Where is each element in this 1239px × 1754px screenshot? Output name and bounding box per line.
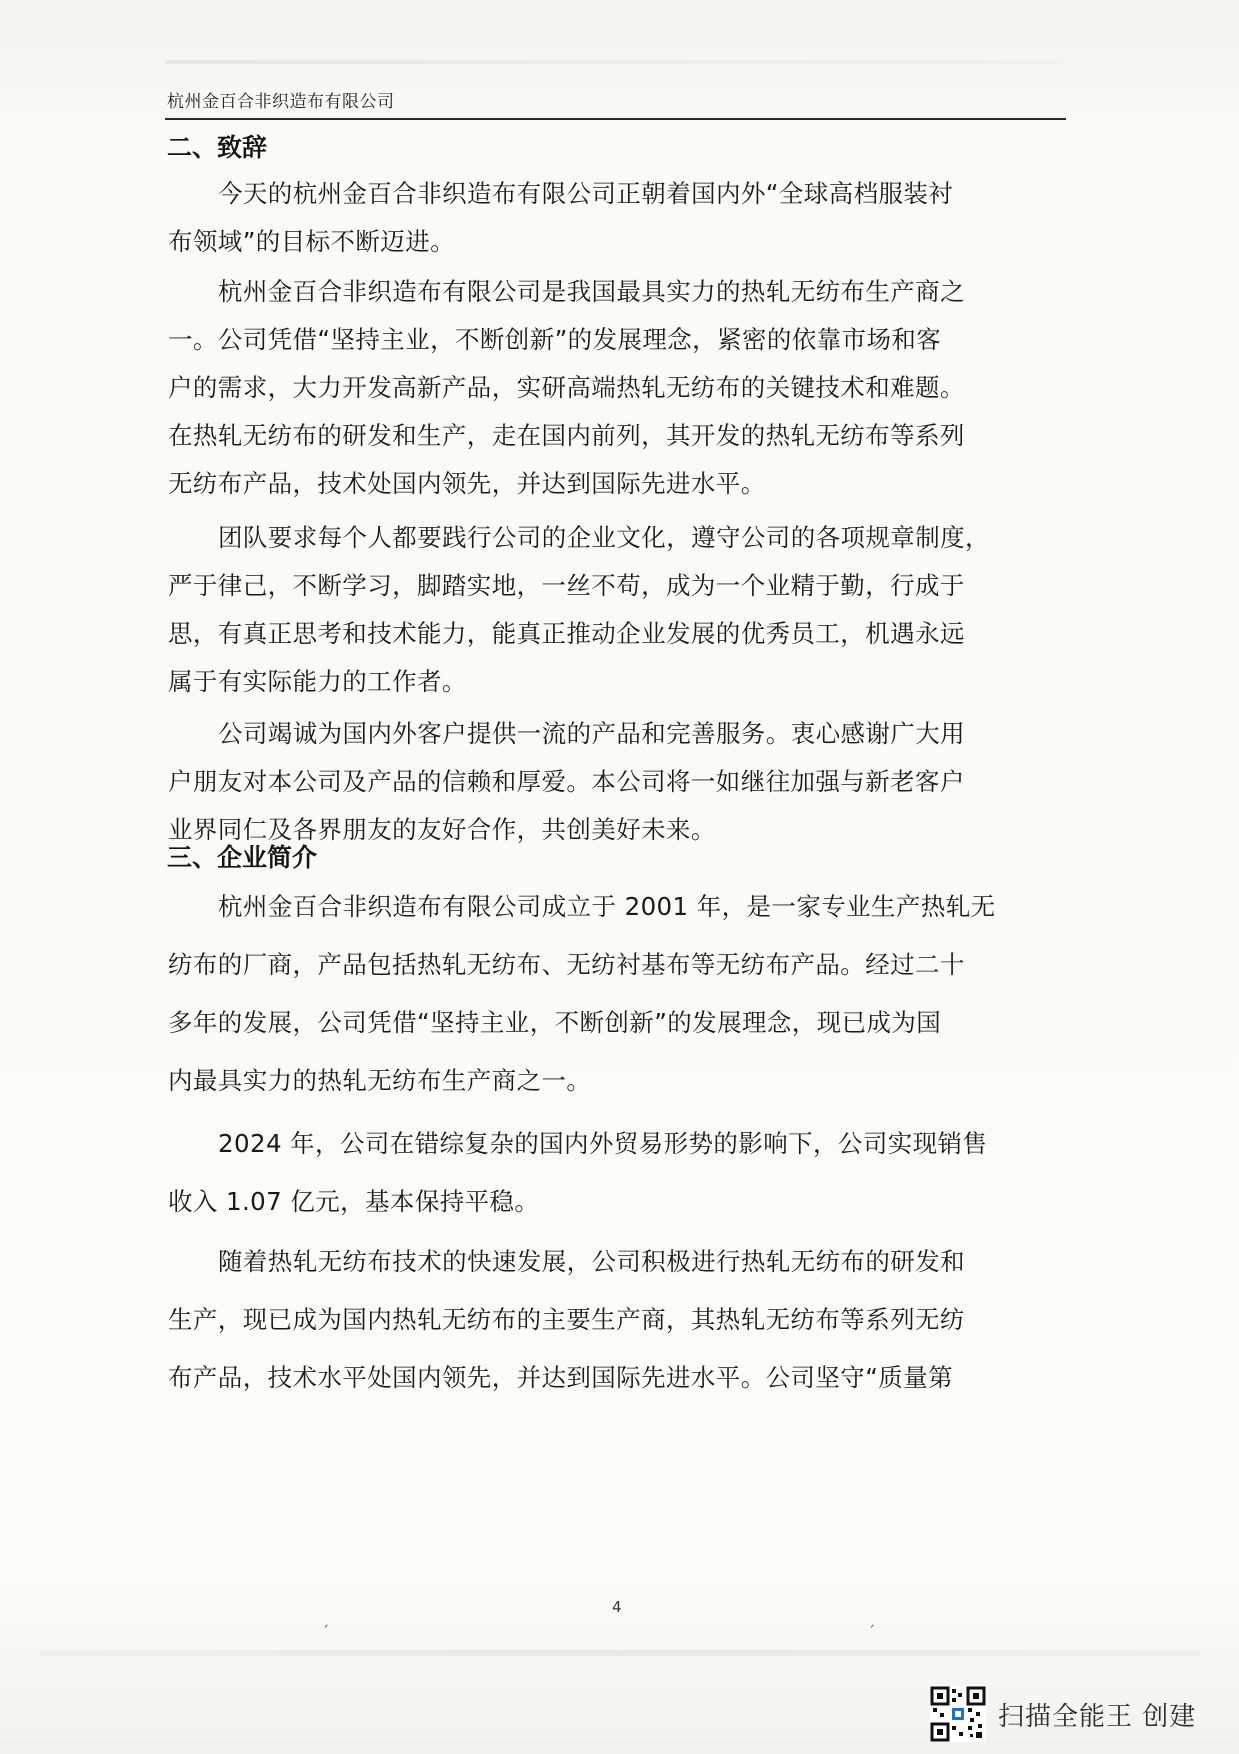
text-line: 户朋友对本公司及产品的信赖和厚爱。本公司将一如继往加强与新老客户 [168, 767, 965, 796]
paragraph [168, 878, 1068, 1110]
text-line: 户的需求，大力开发高新产品，实研高端热轧无纺布的关键技术和难题。 [168, 373, 965, 402]
text-line: 布领域”的目标不断迈进。 [168, 227, 455, 256]
scanner-watermark [930, 1686, 1196, 1742]
paragraph [168, 514, 1068, 706]
text-line: 在热轧无纺布的研发和生产，走在国内前列，其开发的热轧无纺布等系列 [168, 421, 965, 450]
header-divider [165, 118, 1066, 120]
scan-mark: ˏ [868, 1612, 875, 1628]
qr-code-icon [930, 1686, 986, 1742]
scan-shadow [40, 1650, 1200, 1656]
text-line: 纺布的厂商，产品包括热轧无纺布、无纺衬基布等无纺布产品。经过二十 [168, 950, 965, 979]
text-line: 收入 1.07 亿元，基本保持平稳。 [168, 1187, 540, 1216]
text-line: 无纺布产品，技术处国内领先，并达到国际先进水平。 [168, 469, 766, 498]
text-line: 杭州金百合非织造布有限公司成立于 2001 年，是一家专业生产热轧无 [218, 892, 996, 921]
section-heading-address: 二、致辞 [167, 133, 268, 162]
text-line: 严于律己，不断学习，脚踏实地，一丝不苟，成为一个业精于勤，行成于 [168, 571, 965, 600]
text-line: 一。公司凭借“坚持主业，不断创新”的发展理念，紧密的依靠市场和客 [168, 325, 942, 354]
text-line: 布产品，技术水平处国内领先，并达到国际先进水平。公司坚守“质量第 [168, 1363, 953, 1392]
paragraph [168, 268, 1068, 508]
text-line: 今天的杭州金百合非织造布有限公司正朝着国内外“全球高档服装衬 [218, 179, 954, 208]
text-line: 2024 年，公司在错综复杂的国内外贸易形势的影响下，公司实现销售 [218, 1129, 988, 1158]
scan-mark: ˏ [322, 1612, 329, 1628]
text-line: 团队要求每个人都要践行公司的企业文化，遵守公司的各项规章制度， [218, 523, 990, 552]
watermark-text: 扫描全能王 创建 [998, 1701, 1197, 1732]
text-line: 多年的发展，公司凭借“坚持主业，不断创新”的发展理念，现已成为国 [168, 1008, 942, 1037]
text-line: 内最具实力的热轧无纺布生产商之一。 [168, 1066, 592, 1095]
text-line: 杭州金百合非织造布有限公司是我国最具实力的热轧无纺布生产商之 [218, 277, 965, 306]
text-line: 属于有实际能力的工作者。 [168, 667, 467, 696]
paragraph [168, 1233, 1068, 1407]
scan-shadow [165, 60, 1065, 64]
paragraph [168, 1115, 1068, 1231]
text-line: 公司竭诚为国内外客户提供一流的产品和完善服务。衷心感谢广大用 [218, 719, 965, 748]
text-line: 思，有真正思考和技术能力，能真正推动企业发展的优秀员工，机遇永远 [168, 619, 965, 648]
page-header-company: 杭州金百合非织造布有限公司 [167, 92, 395, 112]
text-line: 业界同仁及各界朋友的友好合作，共创美好未来。 [168, 815, 716, 844]
paragraph [168, 710, 1068, 854]
text-line: 随着热轧无纺布技术的快速发展，公司积极进行热轧无纺布的研发和 [218, 1247, 965, 1276]
text-line: 生产，现已成为国内热轧无纺布的主要生产商，其热轧无纺布等系列无纺 [168, 1305, 965, 1334]
page-number: 4 [612, 1598, 622, 1616]
section-heading-company-profile: 三、企业简介 [167, 843, 318, 872]
paragraph [168, 170, 1068, 266]
